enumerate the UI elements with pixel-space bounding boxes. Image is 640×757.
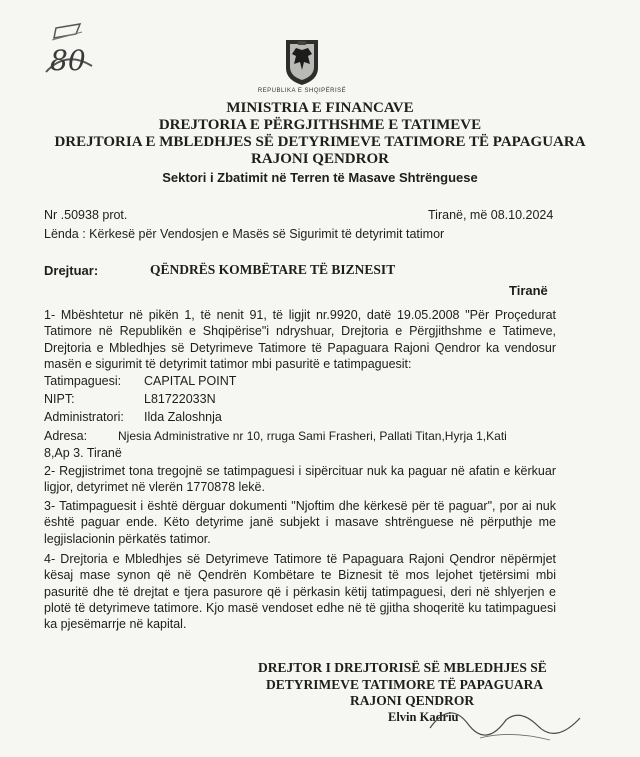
- directorate-general-heading: DREJTORIA E PËRGJITHSHME E TATIMEVE: [158, 117, 482, 133]
- administrator-value: Ilda Zaloshnja: [144, 410, 222, 424]
- handwritten-signature: [420, 690, 600, 750]
- svg-text:80: 80: [50, 44, 86, 77]
- taxpayer-label: Tatimpaguesi:: [44, 374, 122, 388]
- nipt-value: L81722033N: [144, 392, 216, 406]
- signature-title-line-3: RAJONI QENDROR: [350, 693, 475, 708]
- anniversary-logo: [36, 20, 98, 82]
- place-date: Tiranë, më 08.10.2024: [428, 208, 554, 222]
- addressee-city: Tiranë: [509, 283, 548, 298]
- addressee-label: Drejtuar:: [44, 263, 99, 278]
- protocol-number: Nr .50938 prot.: [44, 208, 128, 222]
- paragraph-1: 1- Mbështetur në pikën 1, të nenit 91, të ligjit nr.9920, datë 19.05.2008 "Për Proçedurat Tatimore në Republikën e Shqipërise"i ndryshuar, Drejtoria e Përgjithshme e Tatimeve, Drejtoria e Mbledhjes së Detyrimeve Tatimore të Papaguara Rajoni Qendror ka vendosur masën e sigurimit të detyrimit tatimor mbi pasuritë e tatimpaguesit:: [44, 308, 556, 371]
- emblem-caption: REPUBLIKA E SHQIPËRISË: [257, 88, 347, 94]
- paragraph-3: 3- Tatimpaguesit i është dërguar dokumenti "Njoftim dhe kërkesë për të paguar", por ai nuk është paguar ende. Këto detyrime janë subjekt i masave shtrënguese në përputhje me legjislacionin përkatës tatimor.: [44, 499, 556, 546]
- administrator-label: Administratori:: [44, 410, 124, 424]
- ministry-heading: MINISTRIA E FINANCAVE: [226, 100, 414, 116]
- signatory-name: Elvin Kadriu: [388, 710, 459, 724]
- paragraph-4: 4- Drejtoria e Mbledhjes së Detyrimeve Tatimore të Papaguara Rajoni Qendror nëpërmjet kësaj mase synon që në Qendrën Kombëtare te Biznesit të mos lejohet tjetërsimi mbi pasuritë dhe të drejtat e tjera pasurore që i përkasin këtij tatimpaguesi, deri në shlyerjen e plotë të detyrimeve tatimore. Kjo masë vendoset edhe në të gjitha shoqeritë ku tatimpaguesi ka pjesëmarrje në kapital.: [44, 552, 556, 632]
- addressee-name: QËNDRËS KOMBËTARE TË BIZNESIT: [150, 262, 396, 277]
- region-heading: RAJONI QENDROR: [251, 151, 389, 167]
- address-value: Njesia Administrative nr 10, rruga Sami Frasheri, Pallati Titan,Hyrja 1,Kati: [118, 429, 507, 443]
- nipt-label: NIPT:: [44, 392, 75, 406]
- taxpayer-value: CAPITAL POINT: [144, 374, 237, 388]
- signature-title-line-2: DETYRIMEVE TATIMORE TË PAPAGUARA: [266, 677, 544, 692]
- address-continued: 8,Ap 3. Tiranë: [44, 446, 122, 460]
- subject-line: Lënda : Kërkesë për Vendosjen e Masës së Sigurimit të detyrimit tatimor: [44, 227, 445, 241]
- signature-title-line-1: DREJTOR I DREJTORISË SË MBLEDHJES SË: [258, 660, 547, 675]
- address-label: Adresa:: [44, 429, 88, 443]
- paragraph-2: 2- Regjistrimet tona tregojnë se tatimpaguesi i sipërcituar nuk ka paguar në afatin e kërkuar ligjor, detyrimet në vlerën 1770878 lekë.: [44, 464, 556, 495]
- national-emblem-icon: [282, 38, 322, 86]
- directorate-heading: DREJTORIA E MBLEDHJES SË DETYRIMEVE TATIMORE TË PAPAGUARA: [54, 134, 586, 150]
- sector-heading: Sektori i Zbatimit në Terren të Masave Shtrënguese: [162, 170, 478, 185]
